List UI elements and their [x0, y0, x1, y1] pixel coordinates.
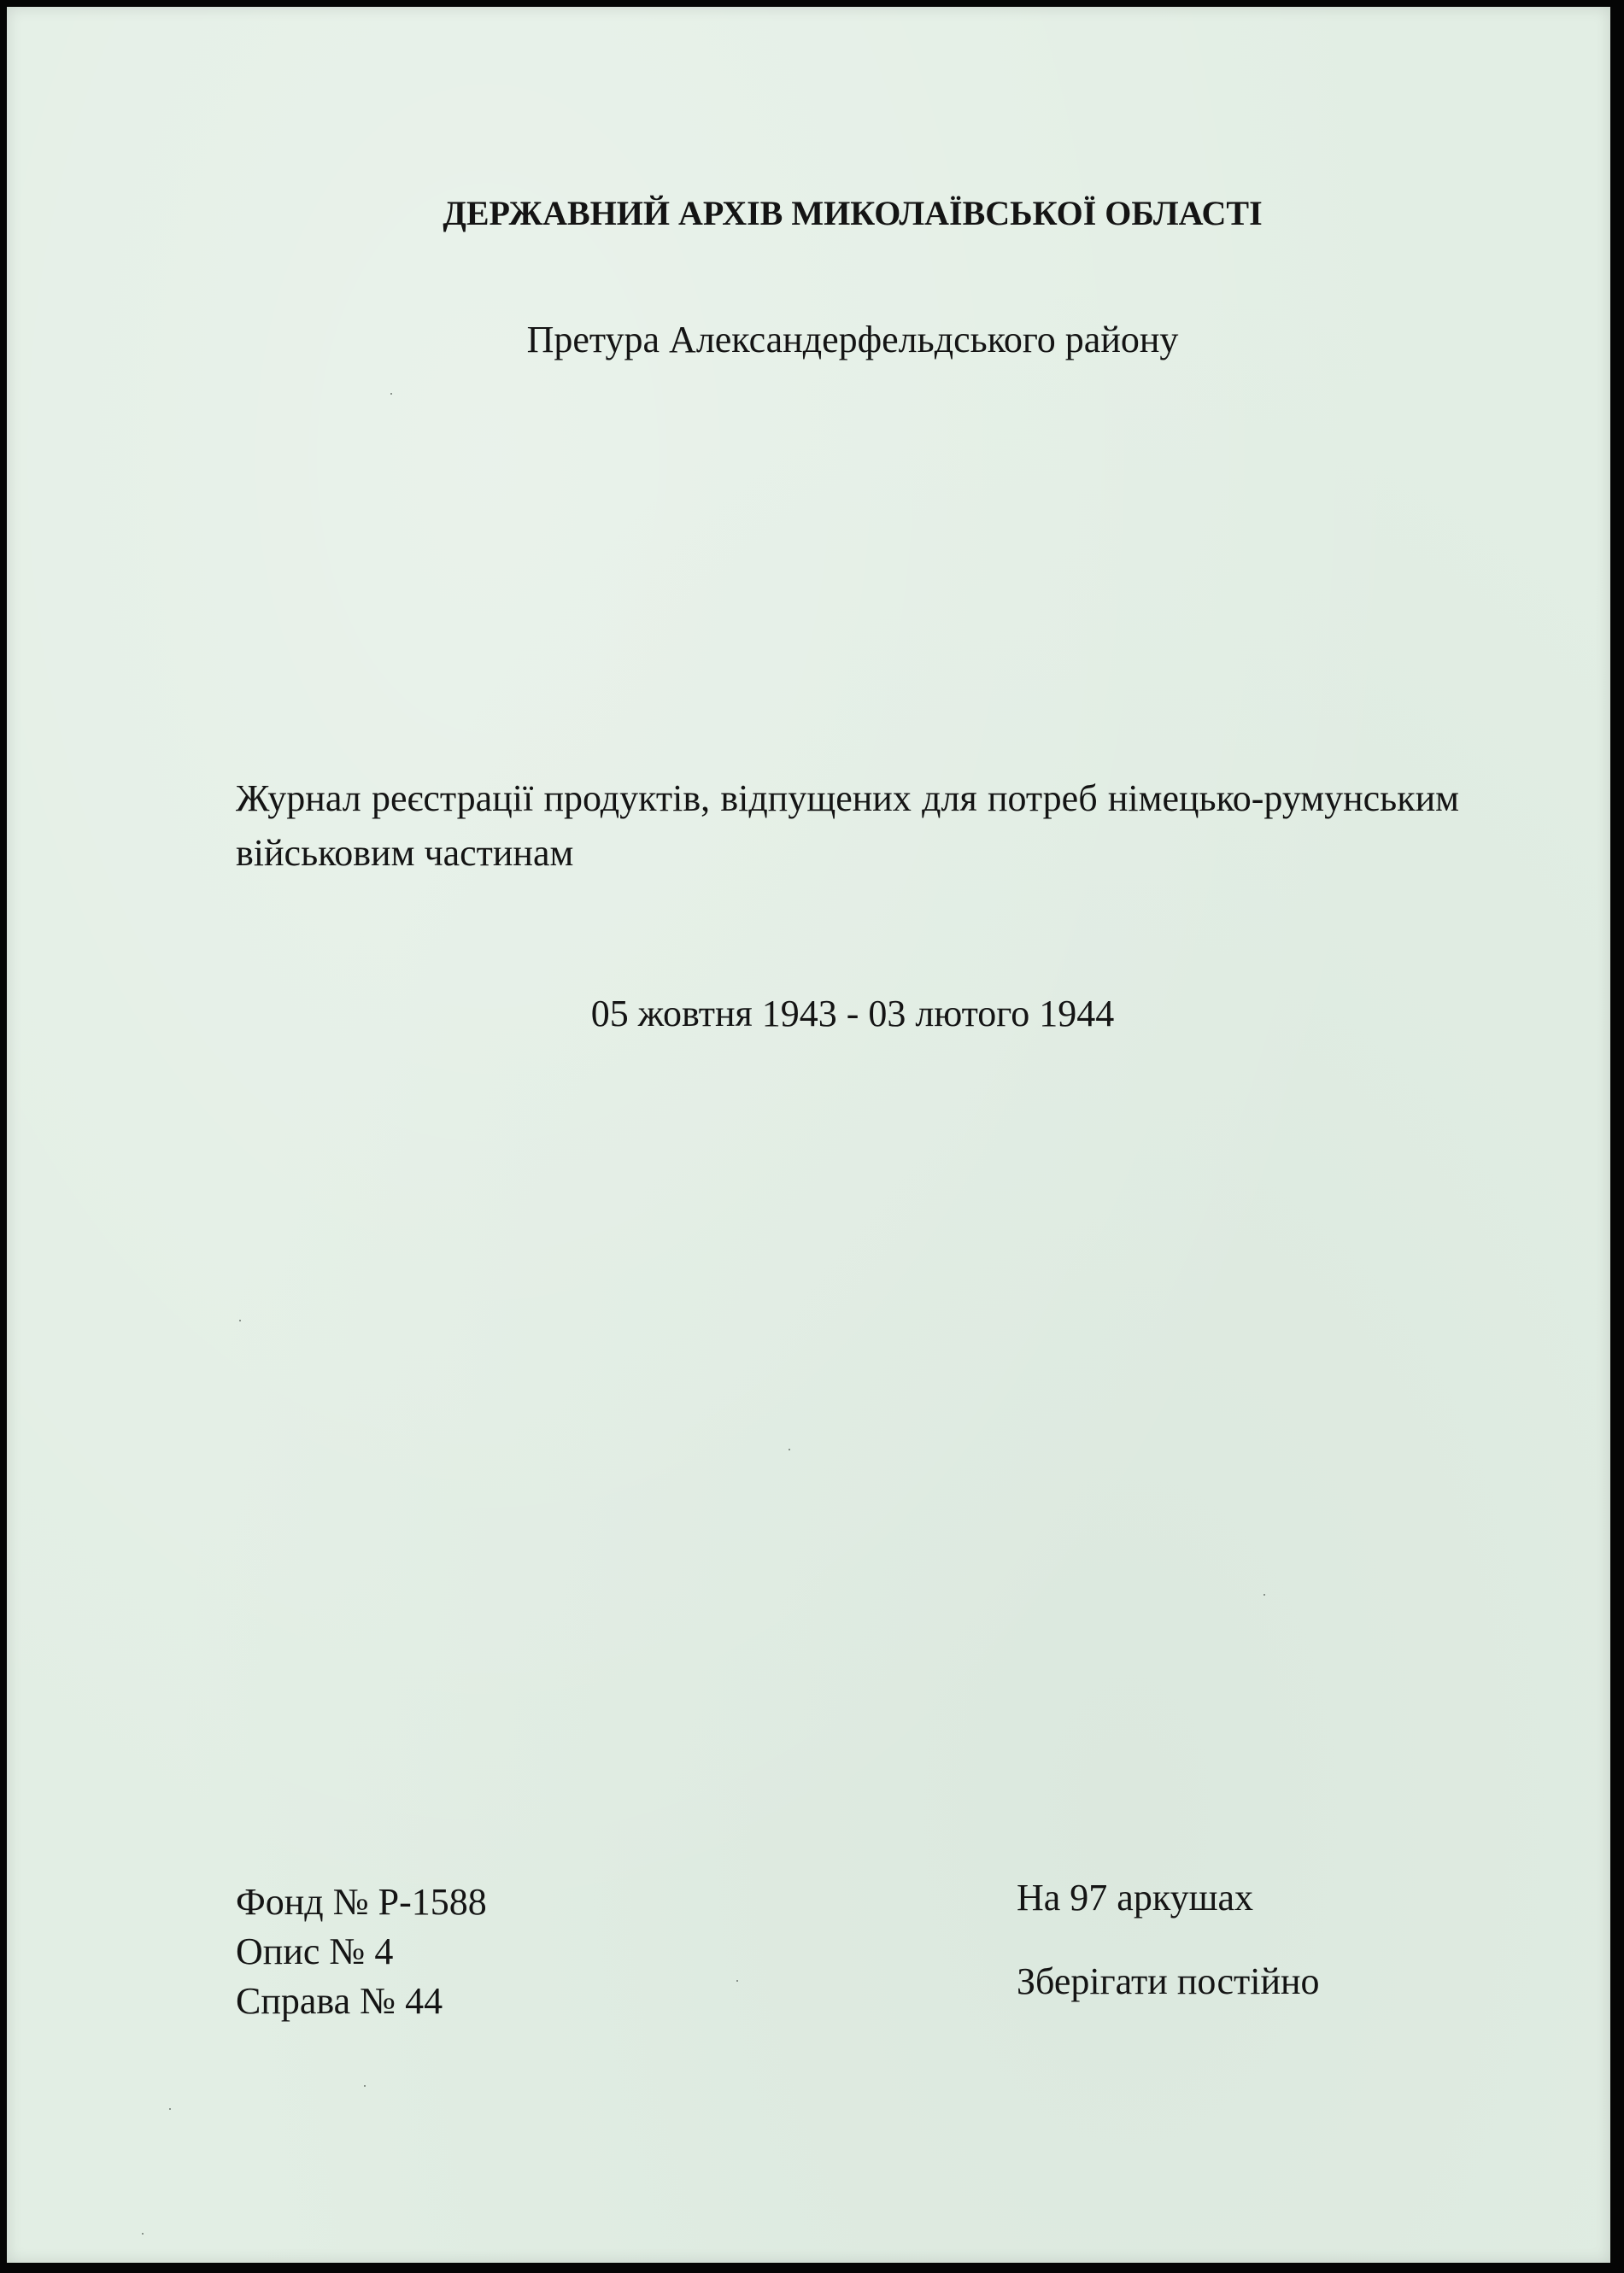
- paper-speck: [1263, 1594, 1265, 1596]
- document-page: [7, 7, 1610, 2263]
- paper-speck: [239, 1320, 241, 1321]
- fund-creator: Претура Александерфельдського району: [526, 319, 1179, 360]
- date-range: 05 жовтня 1943 - 03 лютого 1944: [590, 993, 1115, 1034]
- paper-speck: [142, 2233, 144, 2235]
- paper-speck: [364, 2085, 366, 2087]
- paper-speck: [169, 2108, 171, 2110]
- paper-speck: [736, 1980, 738, 1982]
- file-title: Журнал реєстрації продуктів, відпущених для потреб німецько-румунським військовим частинам: [236, 777, 1459, 874]
- archive-title: [7, 196, 1624, 231]
- archive-title-text: ДЕРЖАВНИЙ АРХІВ МИКОЛАЇВСЬКОЇ ОБЛАСТІ: [443, 194, 1263, 232]
- sprava-number: Справа № 44: [236, 1980, 443, 2022]
- paper-speck: [390, 393, 392, 395]
- retention-note: Зберігати постійно: [1017, 1960, 1320, 2002]
- opys-number: Опис № 4: [236, 1930, 394, 1972]
- archive-reference: [236, 1878, 487, 2026]
- paper-speck: [789, 1449, 790, 1450]
- fond-number: Фонд № Р-1588: [236, 1881, 487, 1923]
- sheet-count: На 97 аркушах: [1017, 1877, 1253, 1919]
